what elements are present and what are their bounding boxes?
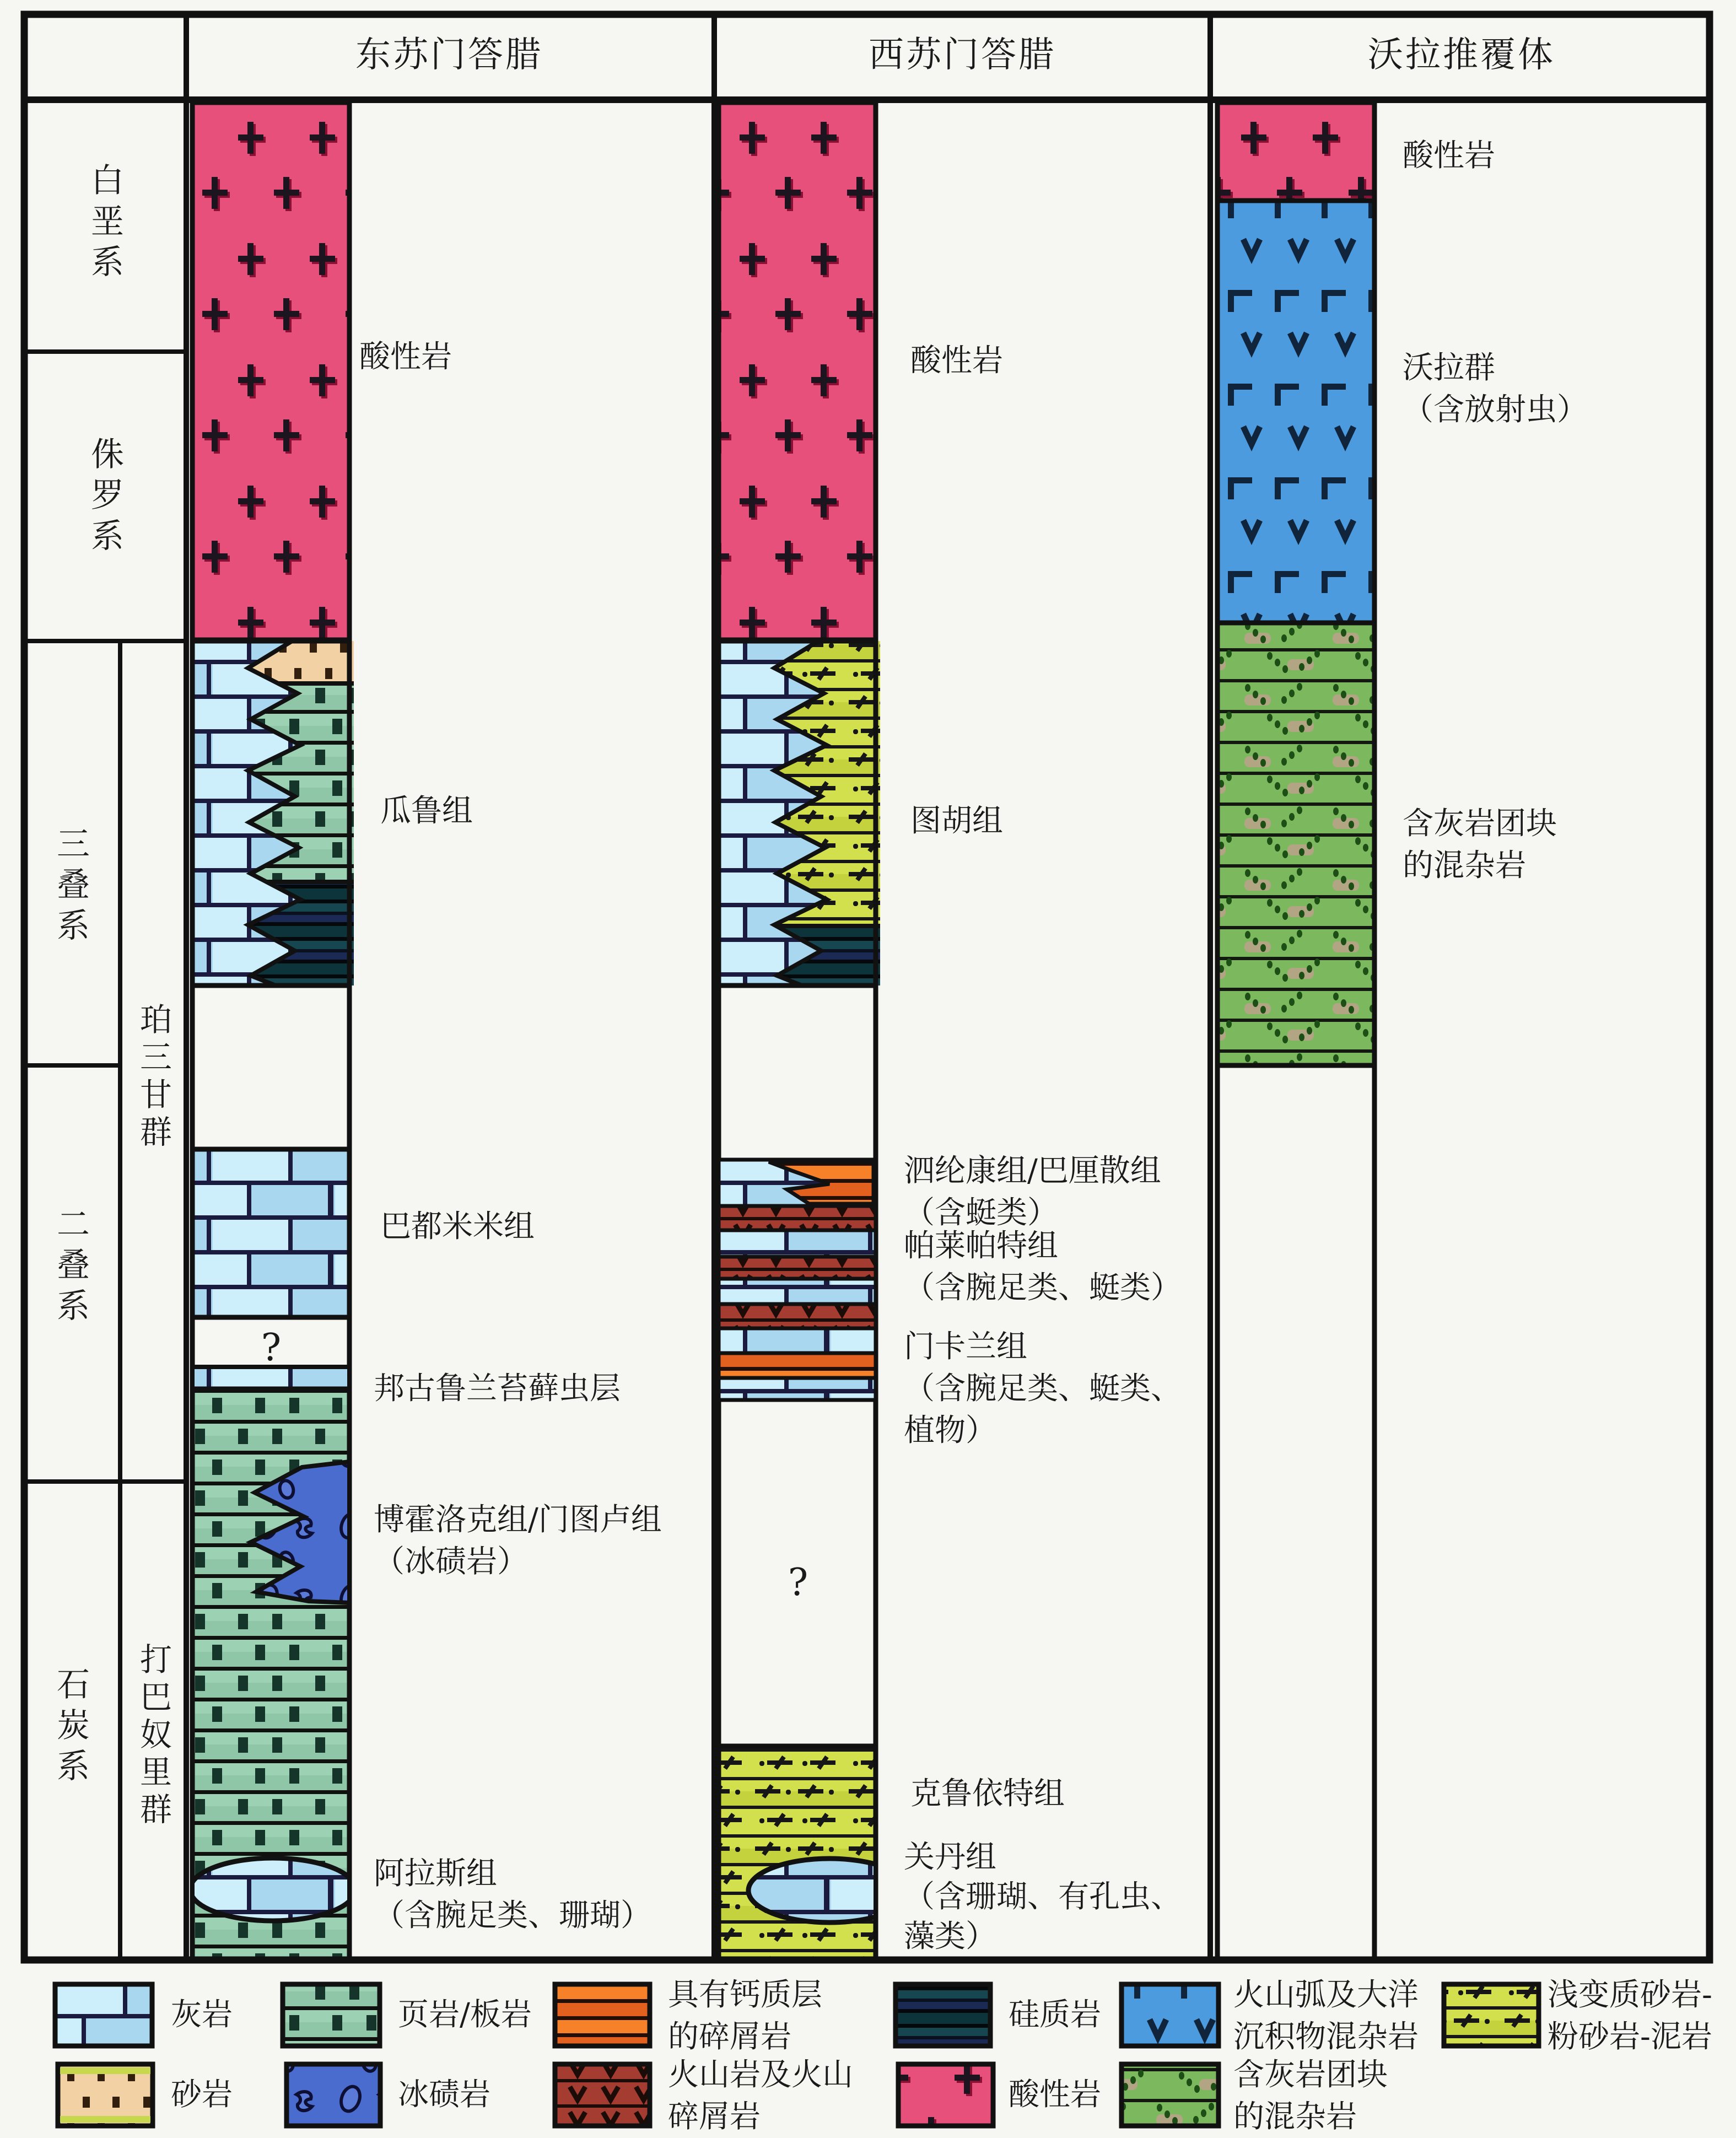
west-kluet-label: 克鲁依特组	[910, 1776, 1065, 1812]
legend-arc-line2: 沉积物混杂岩	[1233, 2019, 1419, 2055]
legend-swatch-acid	[898, 2064, 993, 2126]
west-silungkang-line1: 泗纶康组/巴厘散组	[904, 1153, 1161, 1189]
east-unconformity-question-mark: ?	[261, 1326, 282, 1370]
legend-swatch-shale	[283, 1984, 380, 2046]
legend-label-acid: 酸性岩	[1009, 2077, 1101, 2113]
woyla-nappe-column	[1217, 101, 1374, 1960]
west-unconformity-question-mark: ?	[788, 1561, 808, 1604]
west-kuantan-label	[904, 1838, 1182, 1957]
east-acid-label: 酸性岩	[359, 339, 452, 375]
legend-swatch-tillite	[287, 2064, 380, 2126]
legend-label-meta-sandstone	[1548, 1974, 1712, 2058]
west-tuhu-label: 图胡组	[910, 803, 1003, 839]
east-gualu-label: 瓜鲁组	[380, 793, 473, 829]
legend-swatch-limestone-melange	[1122, 2064, 1219, 2126]
east-batumimi-label: 巴都米米组	[380, 1209, 535, 1245]
west-kuantan-line1: 关丹组	[904, 1839, 996, 1875]
legend-swatch-arc-melange	[1122, 1984, 1219, 2046]
east-bohorok-label	[374, 1499, 662, 1583]
legend-label-arc-melange	[1233, 1974, 1419, 2058]
period-cretaceous: 白垩系	[85, 163, 124, 285]
legend-metass-line2: 粉砂岩-泥岩	[1548, 2019, 1712, 2055]
legend-swatch-calcareous-clastic	[555, 1984, 650, 2046]
west-silungkang-line2: （含蜓类）	[904, 1195, 1058, 1231]
woyla-arc-melange-unit	[1217, 201, 1374, 623]
header-west-sumatra: 西苏门答腊	[869, 35, 1056, 76]
west-kluet-unit	[719, 1746, 876, 1959]
west-sumatra-column	[716, 101, 910, 1960]
legend-swatch-meta-sandstone	[1444, 1984, 1539, 2046]
legend-melange-line1: 含灰岩团块	[1233, 2057, 1388, 2093]
legend-calcareous-line2: 的碎屑岩	[668, 2019, 791, 2055]
west-mengkarang-line3: 植物）	[904, 1413, 996, 1448]
legend-melange-line2: 的混杂岩	[1233, 2099, 1357, 2135]
group-tapanuli: 打巴奴里群	[134, 1642, 172, 1830]
woyla-group-label	[1403, 347, 1588, 431]
east-bryozoan-label: 邦古鲁兰苔藓虫层	[374, 1371, 621, 1407]
legend-swatch-chert	[896, 1984, 990, 2046]
woyla-melange-line2: 的混杂岩	[1403, 848, 1526, 884]
legend-swatch-volcanic	[555, 2064, 650, 2126]
woyla-group-line2: （含放射虫）	[1403, 392, 1588, 428]
west-mengkarang-label	[904, 1326, 1182, 1452]
legend-label-chert: 硅质岩	[1009, 1997, 1101, 2033]
west-mengkarang-line2: （含腕足类、蜓类、	[904, 1371, 1182, 1407]
west-silungkang-label	[904, 1150, 1161, 1234]
legend-metass-line1: 浅变质砂岩-	[1548, 1977, 1712, 2013]
legend-label-shale: 页岩/板岩	[398, 1997, 532, 2033]
period-carboniferous: 石炭系	[51, 1667, 90, 1789]
legend-volcanic-line1: 火山岩及火山	[668, 2057, 853, 2093]
east-alas-label	[374, 1853, 651, 1937]
east-bohorok-line2: （冰碛岩）	[374, 1544, 528, 1580]
woyla-limestone-melange-unit	[1217, 623, 1374, 1065]
legend-arc-line1: 火山弧及大洋	[1233, 1977, 1419, 2013]
legend-label-calcareous-clastic	[668, 1974, 822, 2058]
east-alas-line2: （含腕足类、珊瑚）	[374, 1898, 651, 1934]
east-batumimi-limestone	[192, 1149, 349, 1317]
west-kuantan-line2: （含珊瑚、有孔虫、	[904, 1879, 1182, 1915]
header-woyla-nappe: 沃拉推覆体	[1368, 35, 1555, 76]
west-kuantan-line3: 藻类）	[904, 1919, 996, 1954]
west-palepat-line1: 帕莱帕特组	[904, 1228, 1058, 1264]
east-limestone-lens	[190, 1858, 355, 1921]
west-permian-units	[719, 1160, 876, 1400]
legend-label-sandstone: 砂岩	[171, 2077, 233, 2113]
legend-label-limestone: 灰岩	[171, 1997, 233, 2033]
header-east-sumatra: 东苏门答腊	[355, 35, 543, 76]
east-acid-unit	[192, 103, 349, 640]
woyla-acid-label: 酸性岩	[1403, 138, 1495, 174]
legend-label-volcanic	[668, 2054, 853, 2138]
legend-label-tillite: 冰碛岩	[398, 2077, 490, 2113]
woyla-group-line1: 沃拉群	[1403, 350, 1495, 386]
legend-swatch-limestone	[55, 1984, 152, 2046]
west-limestone-lens	[748, 1859, 910, 1922]
woyla-melange-label	[1403, 803, 1557, 887]
west-acid-label: 酸性岩	[910, 343, 1003, 379]
east-bryozoan-bed	[192, 1367, 349, 1389]
west-acid-unit	[719, 103, 876, 640]
legend-calcareous-line1: 具有钙质层	[668, 1977, 822, 2013]
period-permian: 二叠系	[51, 1207, 90, 1329]
east-bohorok-line1: 博霍洛克组/门图卢组	[374, 1502, 662, 1538]
east-sumatra-column	[190, 101, 355, 1960]
woyla-acid-unit	[1217, 103, 1374, 201]
woyla-melange-line1: 含灰岩团块	[1403, 806, 1557, 842]
period-triassic: 三叠系	[51, 826, 90, 949]
legend-volcanic-line2: 碎屑岩	[668, 2099, 761, 2135]
west-palepat-label	[904, 1225, 1182, 1309]
west-mengkarang-line1: 门卡兰组	[904, 1329, 1027, 1365]
west-palepat-line2: （含腕足类、蜓类）	[904, 1270, 1182, 1306]
legend-label-limestone-melange	[1233, 2054, 1388, 2138]
group-posangan: 珀三甘群	[134, 1003, 172, 1153]
period-jurassic: 侏罗系	[85, 437, 124, 559]
east-alas-line1: 阿拉斯组	[374, 1856, 497, 1892]
